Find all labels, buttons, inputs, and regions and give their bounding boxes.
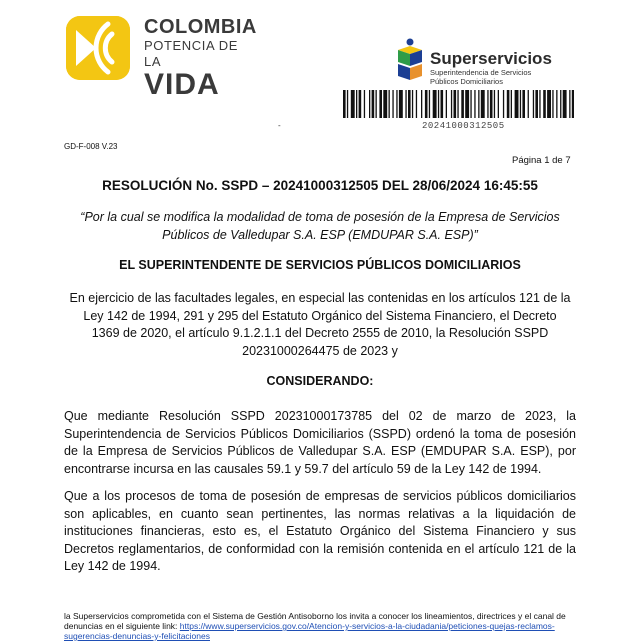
superservicios-name: Superservicios [430, 49, 552, 68]
footer-text: la Superservicios comprometida con el Sistema de Gestión Antisoborno los invita a conocer los lineamientos, directrices y el canal de denuncias en el siguiente link: [64, 611, 566, 631]
footer-notice [64, 611, 584, 641]
resolution-title: RESOLUCIÓN No. SSPD – 20241000312505 DEL 28/06/2024 16:45:55 [102, 178, 538, 193]
colombia-wave-icon [66, 16, 130, 80]
barcode [343, 90, 574, 118]
superservicios-logo [394, 38, 564, 88]
document-code: GD-F-008 V.23 [64, 142, 118, 151]
footer-link[interactable]: https://www.superservicios.gov.co/Atencion-y-servicios-a-la-ciudadania/peticiones-quejas-reclamos-sugerencias-denuncias-y-felicitaciones [64, 621, 555, 641]
intro-paragraph: En ejercicio de las facultades legales, en especial las contenidas en los artículos 121 de la Ley 142 de 1994, 291 y 295 del Estatuto Orgánico del Sistema Financiero, el Decreto 1369 de 2020, el artículo 9.1.2.1.1 del Decreto 2555 de 2010, la Resolución SSPD 20231000264475 de 2023 y [69, 291, 571, 358]
colombia-logo [66, 16, 257, 101]
paragraph-1: Que mediante Resolución SSPD 20231000173785 del 02 de marzo de 2023, la Superintendencia de Servicios Públicos Domiciliarios (SSPD) ordenó la toma de posesión de la Empresa de Servicios Públicos de Valledupar S.A. ESP (EMDUPAR S.A. ESP), por encontrarse incursa en las causales 59.1 y 59.7 del artículo 59 de la Ley 142 de 1994. [64, 409, 576, 476]
logo-line-vida: VIDA [144, 68, 220, 101]
superservicios-sub-line2: Públicos Domiciliarios [430, 76, 503, 86]
superservicios-sub-line1: Superintendencia de Servicios [430, 68, 532, 77]
colombia-logo-text [144, 16, 257, 100]
page-number: Página 1 de 7 [512, 155, 571, 166]
resolution-subtitle: “Por la cual se modifica la modalidad de toma de posesión de la Empresa de Servicios Públicos de Valledupar S.A. ESP (EMDUPAR S.A. ESP)” [80, 210, 560, 242]
logo-line-potencia: POTENCIA DE LA [144, 38, 239, 69]
barcode-number: 20241000312505 [422, 121, 505, 131]
superservicios-subtitle [430, 69, 531, 86]
authority-heading: EL SUPERINTENDENTE DE SERVICIOS PÚBLICOS DOMICILIARIOS [119, 258, 521, 272]
small-mark: - [278, 121, 281, 130]
considerando-heading: CONSIDERANDO: [266, 374, 374, 388]
paragraph-2: Que a los procesos de toma de posesión de empresas de servicios públicos domiciliarios son aplicables, en cuanto sean pertinentes, las normas relativas a la liquidación de instituciones financieras, esto es, el Estatuto Orgánico del Sistema Financiero y sus Decretos reglamentarios, de conformidad con la remisión contenida en el artículo 121 de la Ley 142 de 1994. [64, 489, 576, 573]
superservicios-emblem-icon [394, 38, 426, 84]
logo-line-colombia: COLOMBIA [144, 16, 257, 38]
